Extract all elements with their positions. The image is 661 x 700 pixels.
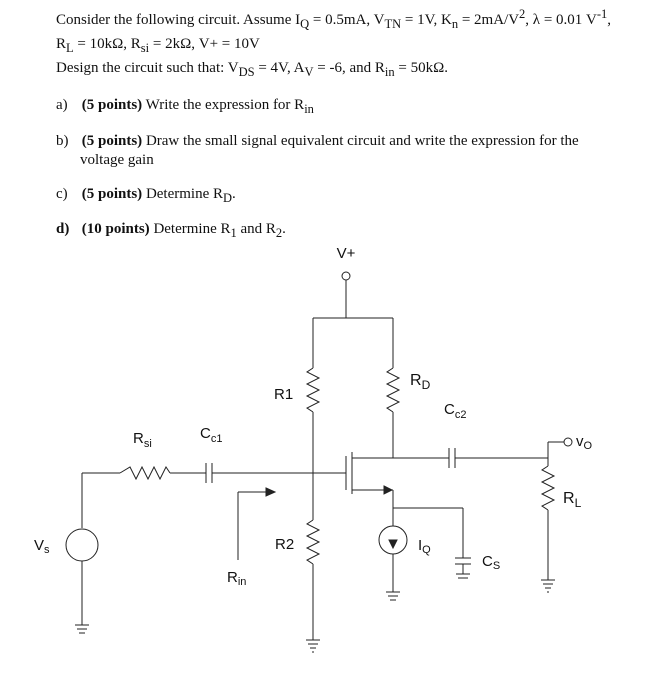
rin-arrow (266, 488, 275, 496)
iq-label: $I_Q$ (418, 537, 431, 556)
mosfet-arrow (384, 486, 392, 494)
rsi-label: $R_{si}$ (133, 430, 152, 450)
part-d: d) (10 points) Determine $R_1$ and $R_2$. (56, 221, 286, 240)
current-source-arrow (389, 540, 397, 548)
rin-label: $R_{in}$ (227, 569, 247, 588)
cc2-label: $C_{c2}$ (444, 401, 467, 421)
vs-label: $V_s$ (34, 537, 50, 556)
vo-terminal (564, 438, 572, 446)
vplus-label: V+ (336, 245, 356, 262)
rd-label: $R_D$ (410, 372, 431, 392)
problem-line-3: Design the circuit such that: $V_{DS} = 4V$, $A_V = -6$, and $R_{in} = 50k\Omega$. (56, 60, 448, 79)
r1-resistor (307, 368, 319, 412)
r2-resistor (307, 520, 319, 564)
rl-label: $R_L$ (563, 490, 582, 510)
problem-line-1: Consider the following circuit. Assume $I_Q = 0.5mA$, $V_{TN} = 1V$, $K_n = 2mA/V^2$, λ = 0.01 $V^{-1}$, (56, 7, 612, 31)
problem-line-2: $R_L = 10k\Omega$, $R_{si} = 2k\Omega$, V+ = 10V (56, 36, 260, 55)
part-b: b) (5 points) Draw the small signal equivalent circuit and write the expression for the voltage gain (56, 133, 579, 168)
vs-source (66, 529, 98, 561)
vo-label: $v_O$ (576, 433, 593, 452)
rl-resistor (542, 466, 554, 510)
part-a: a) (5 points) Write the expression for $R_{in}$ (56, 97, 314, 116)
cs-label: $C_S$ (482, 553, 501, 572)
part-c: c) (5 points) Determine $R_D$. (56, 186, 236, 205)
r2-label: R2 (275, 536, 295, 553)
rsi-resistor (120, 467, 170, 479)
vplus-terminal (342, 272, 350, 280)
rd-resistor (387, 368, 399, 412)
r1-label: R1 (274, 386, 294, 403)
cc1-label: $C_{c1}$ (200, 425, 223, 445)
